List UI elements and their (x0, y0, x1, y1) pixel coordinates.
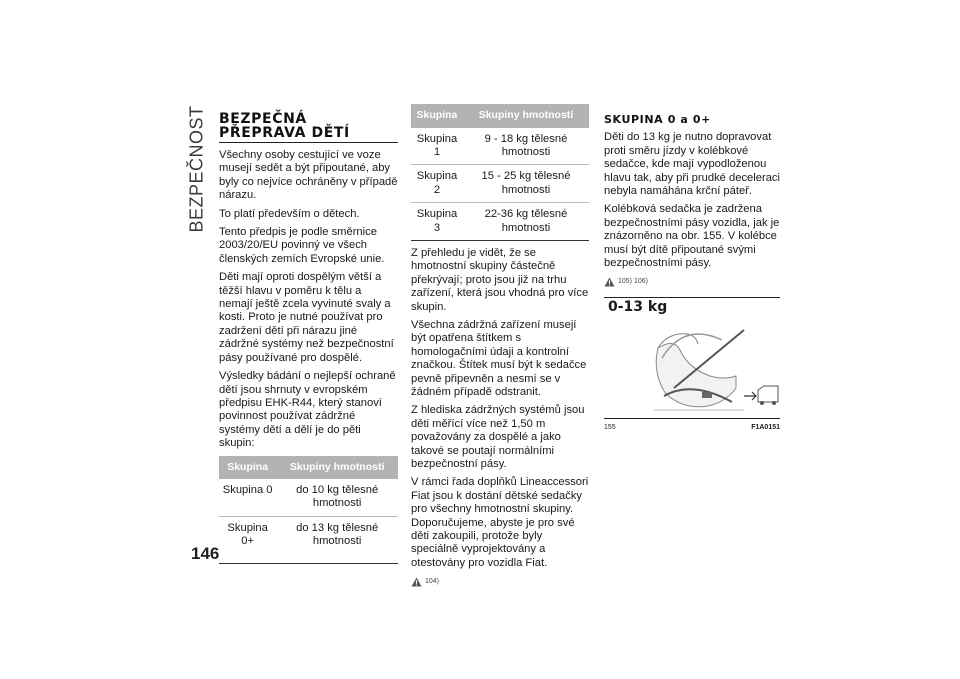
warning-ref-text: 105) 106) (618, 278, 648, 286)
paragraph: Všechna zádržná zařízení musejí být opatřena štítkem s homologačními údaji a kontrolní značkou. Štítek musí být k sedačce pevně připevněn a nesmí se v žádném případě odstranit. (411, 318, 587, 398)
page-number: 146 (191, 544, 220, 563)
column-1 (219, 112, 398, 570)
table-cell: do 13 kg tělesné hmotnosti (276, 516, 398, 563)
table-cell: Skupina 3 (411, 203, 463, 241)
heading-line-2: PŘEPRAVA DĚTÍ (219, 125, 350, 141)
table-header-group: Skupina (219, 456, 276, 480)
figure-number: 155 (604, 423, 616, 431)
table-row (219, 479, 398, 516)
table-cell: 22-36 kg tělesné hmotnosti (463, 203, 589, 241)
table-header-row (219, 456, 398, 480)
warning-triangle-icon (411, 577, 422, 587)
table-header-group: Skupina (411, 104, 463, 128)
figure-155 (604, 297, 780, 419)
section-heading (219, 112, 398, 143)
figure-caption (604, 421, 780, 434)
child-seat-illustration-icon (644, 318, 780, 416)
paragraph: V rámci řada doplňků Lineaccessori Fiat jsou k dostání dětské sedačky pro všechny hmotnostní skupiny. Doporučujeme, abyste je pro své děti zakoupili, protože byly speciálně vyprojektovány a otestovány pro vozidla Fiat. (411, 476, 589, 569)
table-row (411, 128, 589, 165)
table-cell: Skupina 0+ (219, 516, 276, 563)
table-header-row (411, 104, 589, 128)
paragraph: Z hlediska zádržných systémů jsou děti měřící více než 1,50 m považovány za dospělé a jako takové se poutají normálními bezpečnostní pásy. (411, 404, 585, 471)
column-3 (604, 112, 780, 434)
warning-triangle-icon (604, 277, 615, 287)
table-row (411, 203, 589, 241)
paragraph: Z přehledu je vidět, že se hmotnostní skupiny částečně překrývají; proto jsou již na trhu zařízení, která jsou vhodná pro více skupin. (411, 246, 589, 313)
table-cell: Skupina 0 (219, 479, 276, 516)
figure-code: F1A0151 (751, 423, 780, 431)
warning-ref-text: 104) (425, 578, 440, 586)
weight-group-table-1 (219, 456, 398, 564)
table-header-weight: Skupiny hmotností (463, 104, 589, 128)
table-row (219, 516, 398, 563)
warning-reference (604, 275, 780, 288)
table-cell: Skupina 2 (411, 165, 463, 203)
heading-line-1: BEZPEČNÁ (219, 111, 307, 127)
paragraph: Tento předpis je podle směrnice 2003/20/EU povinný ve všech členských zemích Evropské unie. (219, 226, 385, 265)
table-cell: 15 - 25 kg tělesné hmotnosti (463, 165, 589, 203)
weight-group-table-2 (411, 104, 589, 241)
paragraph: Všechny osoby cestující ve voze musejí sedět a být připoutané, aby byly co nejvíce ochráněny v případě nárazu. (219, 149, 398, 202)
paragraph: Děti do 13 kg je nutno dopravovat proti směru jízdy v kolébkové sedačce, kde mají vypodloženou hlavu tak, aby při prudké deceleraci nebyla namáhána krční páteř. (604, 131, 780, 198)
section-side-label: BEZPEČNOST (186, 105, 207, 233)
column-2 (411, 109, 589, 589)
table-cell: 9 - 18 kg tělesné hmotnosti (463, 128, 589, 165)
paragraph: Děti mají oproti dospělým větší a těžší hlavu v poměru k tělu a nemají ještě zcela vyvinuté svaly a kosti. Proto je nutné používat pro zadržení dětí při nárazu jiné zádržné systémy než bezpečnostní pásy používané pro dospělé. (219, 271, 394, 364)
paragraph: Kolébková sedačka je zadržena bezpečnostními pásy vozidla, jak je znázorněno na obr. 155. V kolébce musí být dítě připoutané svými bezpečnostními pásy. (604, 203, 780, 270)
warning-reference (411, 575, 589, 588)
subsection-heading: SKUPINA 0 a 0+ (604, 113, 711, 126)
table-row (411, 165, 589, 203)
table-cell: Skupina 1 (411, 128, 463, 165)
figure-title: 0-13 kg (608, 298, 668, 315)
table-header-weight: Skupiny hmotností (276, 456, 398, 480)
table-cell: do 10 kg tělesné hmotnosti (276, 479, 398, 516)
paragraph: Výsledky bádání o nejlepší ochraně dětí jsou shrnuty v evropském předpisu EHK-R44, který stanoví povinnost používat zádržné systémy dětí a dělí je do pěti skupin: (219, 370, 396, 450)
section-side-tab (186, 104, 208, 234)
paragraph: To platí především o dětech. (219, 207, 360, 220)
